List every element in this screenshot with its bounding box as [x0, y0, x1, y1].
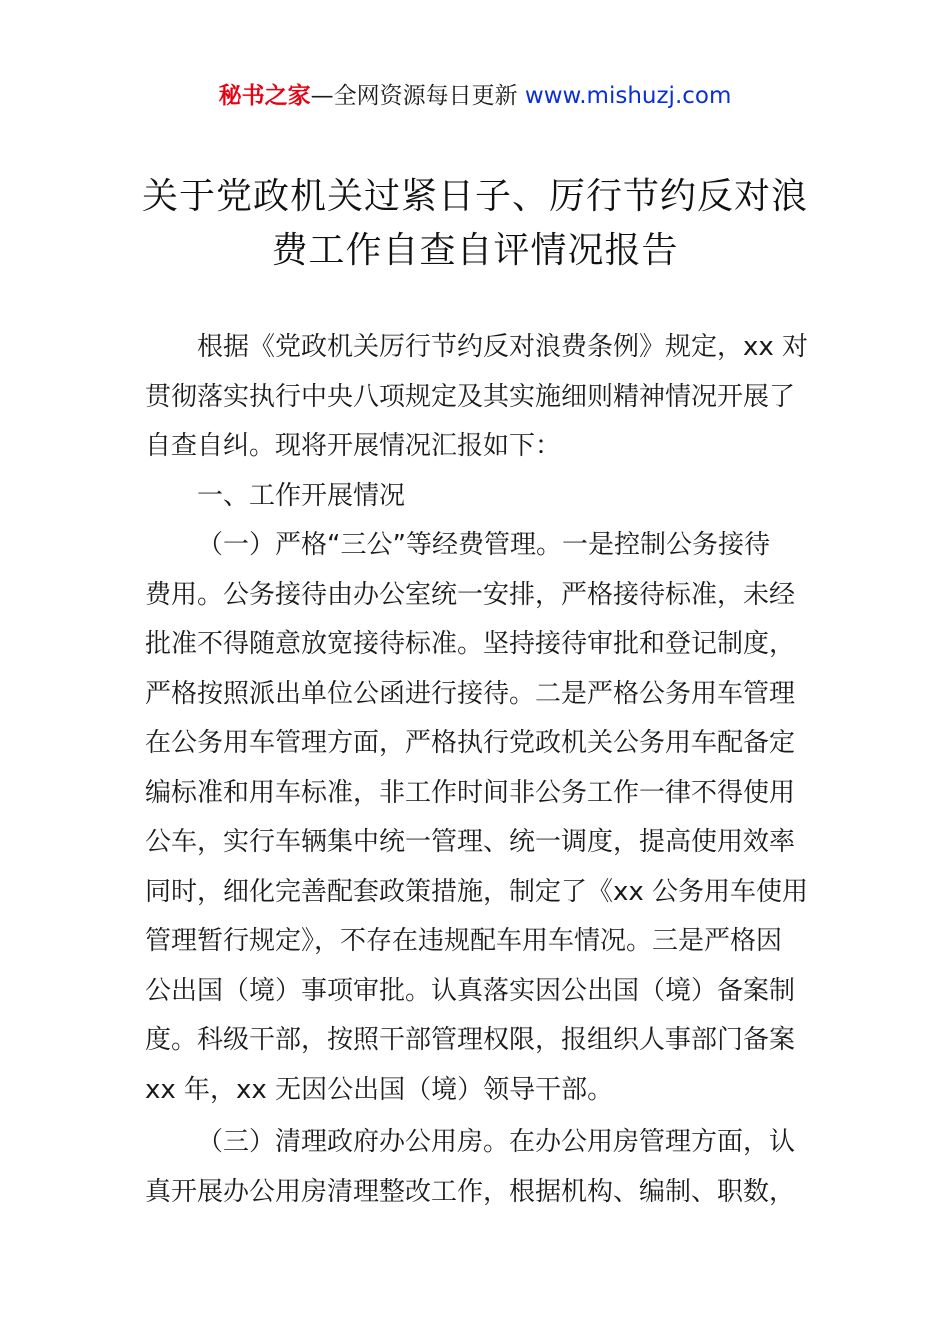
section-heading: 一、工作开展情况: [197, 480, 406, 511]
body-line: （一）严格“三公”等经费管理。一是控制公务接待: [197, 530, 770, 560]
body-line: 严格按照派出单位公函进行接待。二是严格公务用车管理: [145, 678, 796, 709]
body-line: 编标准和用车标准，非工作时间非公务工作一律不得使用: [145, 777, 796, 808]
body-line: 批准不得随意放宽接待标准。坚持接待审批和登记制度，: [145, 629, 796, 659]
body-line: 同时，细化完善配套政策措施，制定了《xx 公务用车使用: [145, 876, 809, 907]
body-line: 费用。公务接待由办公室统一安排，严格接待标准，未经: [145, 579, 796, 610]
body-line: 贯彻落实执行中央八项规定及其实施细则精神情况开展了: [145, 381, 796, 412]
body-line: 自查自纠。现将开展情况汇报如下：: [145, 431, 562, 461]
site-header: [0, 80, 950, 112]
body-line: 公车，实行车辆集中统一管理、统一调度，提高使用效率: [145, 827, 796, 857]
brand-name: 秘书之家: [218, 83, 311, 109]
document-title: [120, 170, 830, 278]
title-line: 关于党政机关过紧日子、厉行节约反对浪: [141, 176, 808, 217]
body-line: 度。科级干部，按照干部管理权限，报组织人事部门备案: [145, 1025, 796, 1055]
body-line: 管理暂行规定》，不存在违规配车用车情况。三是严格因: [145, 926, 783, 956]
body-line: 在公务用车管理方面，严格执行党政机关公务用车配备定: [145, 728, 796, 758]
body-line: xx 年，xx 无因公出国（境）领导干部。: [145, 1074, 614, 1105]
document-body: [145, 323, 815, 1217]
title-line: 费工作自查自评情况报告: [271, 230, 679, 271]
body-line: 公出国（境）事项审批。认真落实因公出国（境）备案制: [145, 975, 796, 1006]
body-line: 根据《党政机关厉行节约反对浪费条例》规定，xx 对: [197, 332, 809, 362]
header-tagline: —全网资源每日更新: [310, 83, 525, 109]
site-url-link[interactable]: www.mishuzj.com: [524, 83, 732, 109]
body-line: 真开展办公用房清理整改工作，根据机构、编制、职数，: [145, 1176, 796, 1207]
body-line: （三）清理政府办公用房。在办公用房管理方面，认: [197, 1127, 796, 1157]
